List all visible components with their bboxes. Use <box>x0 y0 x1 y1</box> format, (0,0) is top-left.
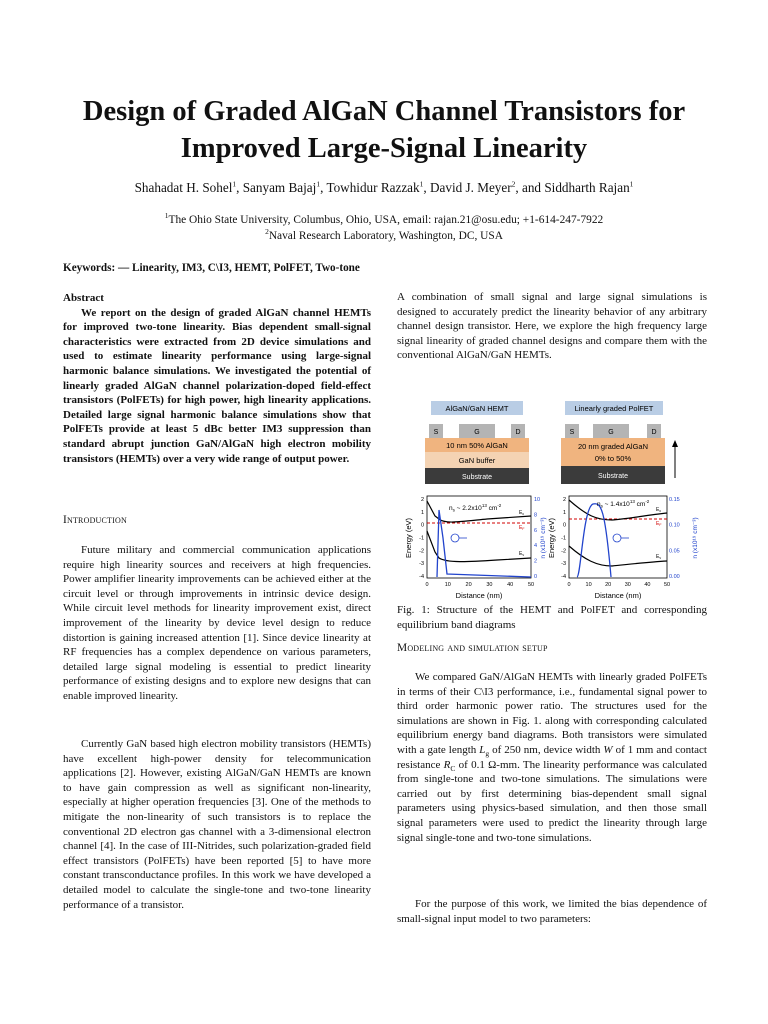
y-tick-label: 2 <box>420 497 424 503</box>
author-name: Shahadat H. Sohel <box>134 180 233 195</box>
y-tick-label: -2 <box>419 548 424 555</box>
polfet-ec-label: $E_c$ <box>656 507 662 513</box>
hemt-ec-label: $E_c$ <box>519 510 525 516</box>
y-tick-label: -4 <box>419 574 424 580</box>
svg-text:10 nm 50% AlGaN: 10 nm 50% AlGaN <box>446 441 508 450</box>
polfet-y-ticks <box>561 497 566 580</box>
x-tick-label: 10 <box>444 582 451 588</box>
y-tick-label: -3 <box>419 561 424 568</box>
polfet-y2-axis-label: n (x10¹⁹ cm⁻³) <box>692 517 699 559</box>
author-affiliation-mark: 2 <box>511 179 516 189</box>
author-affiliation-mark: 1 <box>316 179 321 189</box>
svg-text:20 nm graded AlGaN: 20 nm graded AlGaN <box>577 442 649 451</box>
y2-tick-label: 10 <box>534 497 541 503</box>
x-tick-label: 40 <box>644 582 651 588</box>
paper-title: Design of Graded AlGaN Channel Transistors for Improved Large-Signal Linearity <box>82 96 686 164</box>
abstract-section <box>63 291 371 466</box>
y2-tick-label: 2 <box>534 558 538 565</box>
polfet-ns-label: $n_s$ ~ $1.4x10^{13}$ $cm^{-2}$ <box>597 499 650 509</box>
x-tick-label: 10 <box>585 582 592 588</box>
y-tick-label: -4 <box>561 574 566 580</box>
y-tick-label: -3 <box>561 561 566 568</box>
y2-tick-label: 0.15 <box>669 497 680 503</box>
introduction-section <box>63 513 371 528</box>
modeling-paragraph-2: For the purpose of this work, we limited the bias dependence of small-signal input model to two parameters: <box>397 898 707 925</box>
y2-tick-label: 8 <box>534 512 538 519</box>
hemt-y-axis-label: Energy (eV) <box>404 517 413 559</box>
author-affiliation-mark: 1 <box>419 179 424 189</box>
hemt-structure <box>425 401 529 484</box>
right-intro-paragraph: A combination of small signal and large signal simulations is designed to accurately predict the linearity behavior of any arbitrary channel design transistor. Here, we explore the high frequency large signal linearity of graded channel designs and compare them with the conventional AlGaN/GaN HEMTs. <box>397 291 707 362</box>
polfet-ef-label: $E_F$ <box>656 521 662 527</box>
intro-paragraph-1: Future military and commercial communication applications require high linearity sources and receivers at high frequencies. Power amplifier linearity improvements can be achieved either at the circuit level or through improvements in intrinsic device design. While circuit level methods for linearity improvement exist, direct improvement of the linearity by device level design to reduce distortion is gaining increased attention [1]. Since device linearity at RF frequencies has a complex dependence on various parameters, detailed large signal modeling is essential to predict linearity performance of existing designs and to explore new designs that can enable improved linearity. <box>63 544 371 702</box>
modeling-heading: Modeling and simulation setup <box>397 642 548 654</box>
hemt-ns-label: $n_s$ ~ $2.2x10^{13}$ $cm^{-2}$ <box>449 503 502 513</box>
svg-text:0% to 50%: 0% to 50% <box>594 454 632 463</box>
x-tick-label: 0 <box>425 582 429 588</box>
hemt-x-ticks <box>425 582 534 588</box>
hemt-label: AlGaN/GaN HEMT <box>445 404 509 413</box>
author-list: Shahadat H. Sohel$^1$, Sanyam Bajaj$^1$, Towhidur Razzak$^1$, David J. Meyer$^2$, and Siddharth Rajan$^1$ <box>134 179 634 195</box>
svg-text:S: S <box>433 429 439 436</box>
x-tick-label: 30 <box>486 582 493 588</box>
y-tick-label: -1 <box>561 535 566 542</box>
y2-tick-label: 4 <box>534 543 538 550</box>
svg-text:D: D <box>651 429 657 436</box>
y-tick-label: 1 <box>562 509 566 516</box>
polfet-band-diagram <box>547 496 699 600</box>
polfet-ev-label: $E_v$ <box>656 554 662 560</box>
figure-1-caption: Fig. 1: Structure of the HEMT and PolFET and corresponding equilibrium band diagrams <box>397 604 707 631</box>
y-tick-label: 2 <box>562 497 566 503</box>
polfet-structure <box>561 401 678 484</box>
abstract-text: We report on the design of graded AlGaN channel HEMTs for improved two-tone linearity. Bias dependent small-signal characteristics were extracted from 2D device simulations and used to estimate linearity performance using large-signal harmonic balance simulations. We investigated the potential of linearly graded AlGaN channel polarization-doped field-effect transistors (PolFETs) for high power, high linearity applications. Detailed large signal harmonic balance simulations show that PolFETs provide at least 5 dBc better IM3 suppression than standard abrupt junction GaN/AlGaN high electron mobility transistors (HEMTs) over a very wide range of output power. <box>63 306 371 465</box>
affiliation-2: $^2$Naval Research Laboratory, Washington, DC, USA <box>265 227 503 242</box>
y2-tick-label: 0.05 <box>669 548 680 555</box>
polfet-carrier-marker <box>613 534 621 542</box>
hemt-y2-axis-label: n (x10¹⁹ cm⁻³) <box>540 517 547 559</box>
y-tick-label: 0 <box>420 522 424 529</box>
polfet-x-axis-label: Distance (nm) <box>594 591 642 600</box>
x-tick-label: 20 <box>465 582 472 588</box>
y2-tick-label: 0.10 <box>669 522 680 529</box>
svg-text:GaN buffer: GaN buffer <box>458 456 496 465</box>
keywords: Keywords: — Linearity, IM3, C\I3, HEMT, PolFET, Two-tone <box>63 262 360 274</box>
y-tick-label: -2 <box>561 548 566 555</box>
y-tick-label: -1 <box>419 535 424 542</box>
hemt-ev-label: $E_v$ <box>519 551 525 557</box>
hemt-ef-label: $E_F$ <box>519 525 525 531</box>
polfet-valence-band <box>569 546 667 566</box>
svg-text:S: S <box>569 429 575 436</box>
x-tick-label: 30 <box>624 582 631 588</box>
y2-tick-label: 0.00 <box>669 574 680 580</box>
svg-text:Substrate: Substrate <box>598 473 628 480</box>
hemt-x-axis-label: Distance (nm) <box>455 591 503 600</box>
svg-text:G: G <box>474 429 480 436</box>
x-tick-label: 20 <box>605 582 612 588</box>
intro-paragraph-2: Currently GaN based high electron mobility transistors (HEMTs) have excellent high-power density for telecommunication applications [2]. However, existing AlGaN/GaN HEMTs are known to have gain compression as well as significant non-linearity, especially at higher operation frequencies [3]. One of the methods to mitigate the non-linearity of such transistors is to replace the conventional 2D electron gas channel with a 3-dimensional electron channel [4]. In the case of III-Nitrides, such polarization-graded field effect transistors (PolFETs) have been reported [5] to have more constant transconductance profiles. In this work we have developed a detailed model to calculate the single-tone and two-tone linearity performance of a transistor. <box>63 738 371 911</box>
svg-text:Substrate: Substrate <box>462 474 492 481</box>
polfet-y2-ticks <box>669 497 680 580</box>
x-tick-label: 40 <box>507 582 514 588</box>
modeling-heading-block <box>397 641 707 656</box>
polfet-x-ticks <box>567 582 670 588</box>
author-affiliation-mark: 1 <box>629 179 634 189</box>
polfet-label: Linearly graded PolFET <box>574 404 654 413</box>
svg-text:G: G <box>608 429 614 436</box>
y2-tick-label: 6 <box>534 527 538 534</box>
figure-1 <box>397 398 707 600</box>
author-name: Siddharth Rajan <box>544 180 630 195</box>
grading-arrow-head <box>672 440 678 447</box>
hemt-band-diagram <box>404 496 547 600</box>
author-name: David J. Meyer <box>429 180 512 195</box>
abstract-heading: Abstract <box>63 292 104 304</box>
modeling-paragraph-1: We compared GaN/AlGaN HEMTs with linearly graded PolFETs in terms of their C\I3 performance, i.e., fundamental signal power to third order harmonic power ratio. The structures used for the simulations are shown in Fig. 1. along with corresponding calculated equilibrium energy band diagrams. Both transistors were simulated with a gate length $L_g$ of 250 nm, device width W of 1 mm and contact resistance $R_C$ of 0.1 Ω-mm. The linearity performance was calculated from single-tone and two-tone simulations. The simulations were carried out by first determining bias-dependent small signal parameters using physics-based simulation, and then those small signal parameters were used to predict the linearity through large signal single-tone and two-tone simulations. <box>397 671 707 844</box>
author-name: Sanyam Bajaj <box>242 180 317 195</box>
polfet-y-axis-label: Energy (eV) <box>547 517 556 559</box>
affiliation-1: $^1$The Ohio State University, Columbus, Ohio, USA, email: rajan.21@osu.edu; +1-614-247-7922 <box>164 211 604 226</box>
svg-text:D: D <box>515 429 521 436</box>
author-name: Towhidur Razzak <box>326 180 420 195</box>
hemt-carrier-density <box>437 510 531 577</box>
x-tick-label: 0 <box>567 582 571 588</box>
x-tick-label: 50 <box>663 582 671 588</box>
y-tick-label: 1 <box>420 509 424 516</box>
hemt-y-ticks <box>419 497 424 580</box>
x-tick-label: 50 <box>527 582 535 588</box>
hemt-carrier-marker <box>451 534 459 542</box>
y2-tick-label: 0 <box>534 574 538 580</box>
introduction-heading: Introduction <box>63 514 127 526</box>
y-tick-label: 0 <box>562 522 566 529</box>
author-affiliation-mark: 1 <box>232 179 237 189</box>
